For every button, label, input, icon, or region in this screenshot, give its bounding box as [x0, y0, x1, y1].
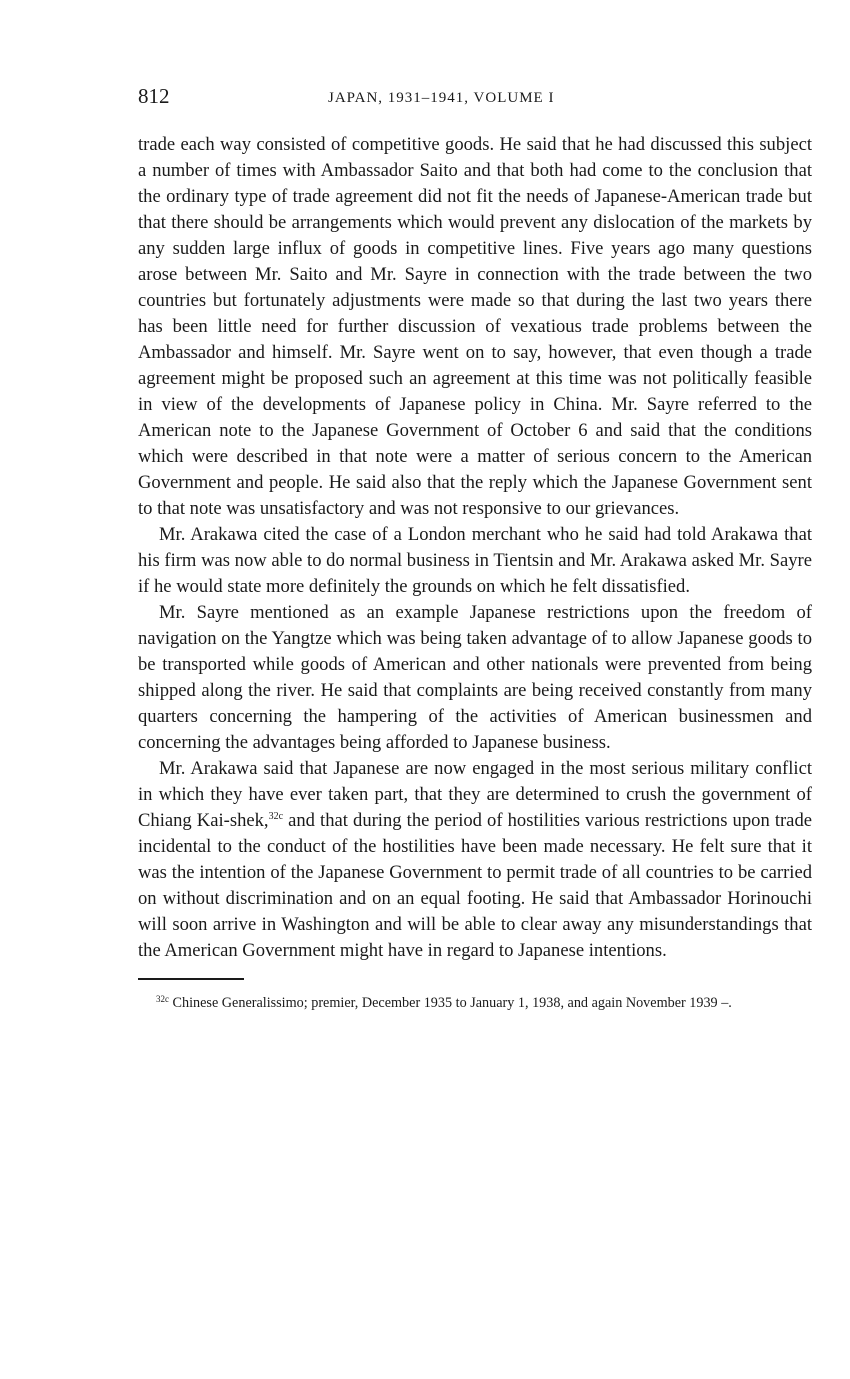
- paragraph: Mr. Arakawa cited the case of a London merchant who he said had told Arakawa that his firm was now able to do normal business in Tientsin and Mr. Arakawa asked Mr. Sayre if he would state more definitely the grounds on which he felt dissatisfied.: [138, 524, 812, 597]
- footnote: [138, 994, 812, 1012]
- footnote-divider: [138, 978, 244, 980]
- footnote-text: Chinese Generalissimo; premier, December 1935 to January 1, 1938, and again November 1939 –.: [172, 995, 732, 1011]
- body-text: [138, 132, 812, 964]
- paragraph: [138, 756, 812, 964]
- paragraph-text: and that during the period of hostilities various restrictions upon trade incidental to the conduct of the hostilities have been made necessary. He felt sure that it was the intention of the Japanese Government to permit trade of all countries to be carried on without discrimination and on an equal footing. He said that Ambassador Horinouchi will soon arrive in Washington and will be able to clear away any misunderstandings that the American Government might have in regard to Japanese intentions.: [138, 810, 812, 961]
- running-header: [138, 84, 812, 114]
- page-number: 812: [138, 84, 170, 108]
- paragraph-text: Mr. Arakawa said that Japanese are now engaged in the most serious military conflict in which they have ever taken part, that they are determined to crush the government of Chiang Kai-shek,: [138, 758, 812, 831]
- paragraph: trade each way consisted of competitive goods. He said that he had discussed this subject a number of times with Ambassador Saito and that both had come to the conclusion that the ordinary type of trade agreement did not fit the needs of Japanese-American trade but that there should be arrangements which would prevent any dislocation of the markets by any sudden large influx of goods in competitive lines. Five years ago many questions arose between Mr. Saito and Mr. Sayre in connection with the trade between the two countries but fortunately adjustments were made so that during the last two years there has been little need for further discussion of vexatious trade problems between the Ambassador and himself. Mr. Sayre went on to say, however, that even though a trade agreement might be proposed such an agreement at this time was not politically feasible in view of the developments of Japanese policy in China. Mr. Sayre referred to the American note to the Japanese Government of October 6 and said that the conditions which were described in that note were a matter of serious concern to the American Government and people. He said also that the reply which the Japanese Government sent to that note was unsatisfactory and was not responsive to our grievances.: [138, 134, 812, 519]
- paragraph: Mr. Sayre mentioned as an example Japanese restrictions upon the freedom of navigation on the Yangtze which was being taken advantage of to allow Japanese goods to be transported while goods of American and other nationals were prevented from being shipped along the river. He said that complaints are being received constantly from many quarters concerning the hampering of the activities of American businessmen and concerning the advantages being afforded to Japanese business.: [138, 602, 812, 753]
- footnote-reference: 32c: [268, 811, 284, 822]
- document-page: [138, 84, 812, 1012]
- footnote-marker: 32c: [156, 994, 169, 1004]
- running-title: JAPAN, 1931–1941, VOLUME I: [328, 90, 555, 106]
